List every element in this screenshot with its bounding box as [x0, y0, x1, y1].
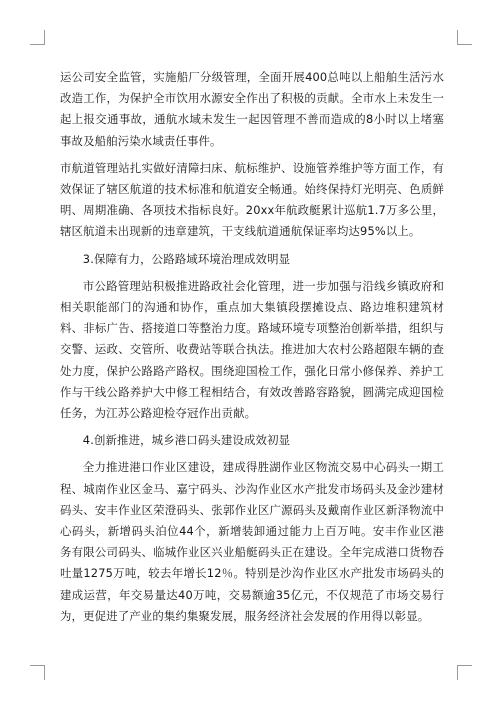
crop-mark-bottom-left	[30, 665, 45, 680]
paragraph-road-administration: 市公路管理站积极推进路政社会化管理，进一步加强与沿线乡镇政府和相关职能部门的沟通和协作，重点加大集镇段摆摊设点、路边堆积建筑材料、非标广告、搭接道口等整治力度。路域环境专项整治创新举措，组织与交警、运政、交管所、收费站等联合执法。推进加大农村公路超限车辆的查处力度，保护公路路产路权。围绕迎国检工作，强化日常小修保养、养护工作与干线公路养护大中修工程相结合，有效改善路容路貌，圆满完成迎国检任务，为江苏公路迎检夺冠作出贡献。	[60, 278, 444, 421]
document-body	[60, 67, 444, 627]
paragraph-channel-management: 市航道管理站扎实做好清障扫床、航标维护、设施管养维护等方面工作，有效保证了辖区航道的技术标准和航道安全畅通。始终保持灯光明亮、色质鲜明、周期准确、各项技术指标良好。20xx年航政艇累计巡航1.7万多公里，辖区航道未出现新的违章建筑，干支线航道通航保证率均达95%以上。	[60, 160, 444, 239]
crop-mark-top-left	[30, 30, 45, 45]
section-heading-4: 4.创新推进，城乡港口码头建设成效初显	[82, 433, 291, 448]
crop-mark-top-right	[457, 30, 472, 45]
paragraph-wastewater-safety: 运公司安全监管，实施船厂分级管理，全面开展400总吨以上船舶生活污水改造工作，为保护全市饮用水源安全作出了积极的贡献。全市水上未发生一起上报交通事故，通航水域未发生一起因管理不善而造成的8小时以上堵塞事故及船舶污染水域责任事件。	[60, 70, 444, 148]
paragraph-port-construction: 全力推进港口作业区建设，建成得胜湖作业区物流交易中心码头一期工程、城南作业区金马、嘉宁码头、沙沟作业区水产批发市场码头及金沙建材码头、安丰作业区荣澄码头、张郭作业区广源码头及戴南作业区新泽物流中心码头，新增码头泊位44个，新增装卸通过能力上百万吨。安丰作业区港务有限公司码头、临城作业区兴业船艇码头正在建设。全年完成港口货物吞吐量1275万吨，较去年增长12％。特别是沙沟作业区水产批发市场码头的建成运营，年交易量达40万吨，交易额逾35亿元，不仅规范了市场交易行为，更促进了产业的集约集聚发展，服务经济社会发展的作用得以彰显。	[60, 460, 444, 623]
section-heading-3: 3.保障有力，公路路域环境治理成效明显	[82, 251, 291, 266]
crop-mark-bottom-right	[457, 665, 472, 680]
